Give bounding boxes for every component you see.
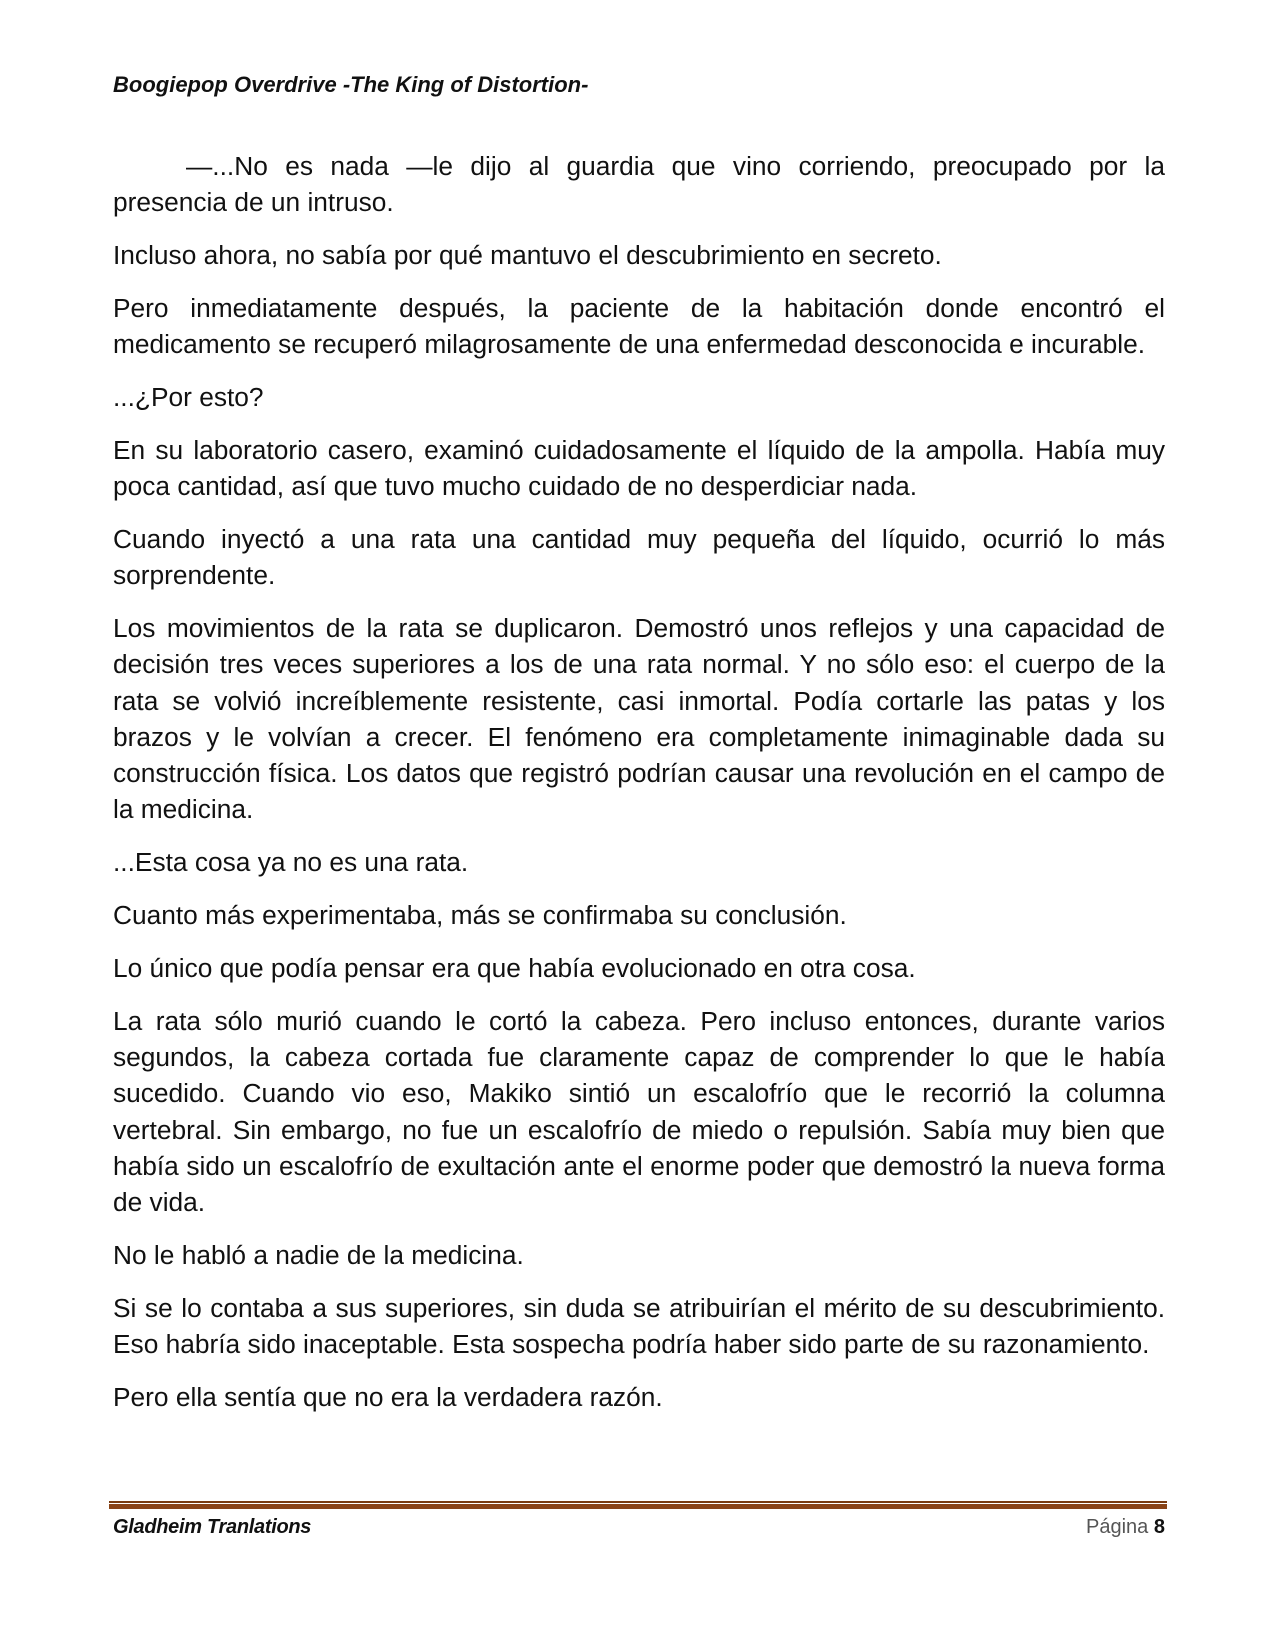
paragraph: ...Esta cosa ya no es una rata. (113, 847, 469, 878)
page-number-block (1086, 1516, 1165, 1539)
footer-divider-thin-line (109, 1501, 1167, 1503)
footer-divider (109, 1501, 1167, 1510)
paragraph: Cuando inyectó a una rata una cantidad muy pequeña del líquido, ocurrió lo más sorprendente. (113, 523, 1165, 591)
paragraph: Lo único que podía pensar era que había evolucionado en otra cosa. (113, 952, 916, 983)
paragraph: Incluso ahora, no sabía por qué mantuvo el descubrimiento en secreto. (113, 240, 942, 271)
paragraph: La rata sólo murió cuando le cortó la cabeza. Pero incluso entonces, durante varios segundos, la cabeza cortada fue claramente capaz de comprender lo que le había sucedido. Cuando vio eso, Makiko sintió un escalofrío que le recorrió la columna vertebral. Sin embargo, no fue un escalofrío de miedo o repulsión. Sabía muy bien que había sido un escalofrío de exultación ante el enorme poder que demostró la nueva forma de vida. (113, 1005, 1165, 1218)
page-label: Página (1086, 1516, 1149, 1538)
footer-credit: Gladheim Tranlations (113, 1516, 312, 1538)
paragraph: Si se lo contaba a sus superiores, sin duda se atribuirían el mérito de su descubrimiento. Eso habría sido inaceptable. Esta sospecha podría haber sido parte de su razonamiento. (113, 1292, 1165, 1360)
running-header-title: Boogiepop Overdrive -The King of Distortion- (113, 72, 589, 97)
paragraph: Pero ella sentía que no era la verdadera razón. (113, 1381, 663, 1412)
paragraph: Pero inmediatamente después, la paciente de la habitación donde encontró el medicamento se recuperó milagrosamente de una enfermedad desconocida e incurable. (113, 292, 1165, 360)
paragraph: —...No es nada —le dijo al guardia que vino corriendo, preocupado por la presencia de un intruso. (113, 151, 1165, 218)
page-number: 8 (1153, 1516, 1165, 1538)
paragraph: Los movimientos de la rata se duplicaron. Demostró unos reflejos y una capacidad de decisión tres veces superiores a los de una rata normal. Y no sólo eso: el cuerpo de la rata se volvió increíblemente resistente, casi inmortal. Podía cortarle las patas y los brazos y le volvían a crecer. El fenómeno era completamente inimaginable dada su construcción física. Los datos que registró podrían causar una revolución en el campo de la medicina. (113, 612, 1165, 825)
paragraph: ...¿Por esto? (113, 381, 264, 412)
footer-divider-thick-line (109, 1504, 1167, 1509)
body-text (113, 148, 1165, 1432)
paragraph: En su laboratorio casero, examinó cuidadosamente el líquido de la ampolla. Había muy poca cantidad, así que tuvo mucho cuidado de no desperdiciar nada. (113, 434, 1165, 502)
paragraph: Cuanto más experimentaba, más se confirmaba su conclusión. (113, 900, 847, 931)
paragraph: No le habló a nadie de la medicina. (113, 1239, 524, 1270)
